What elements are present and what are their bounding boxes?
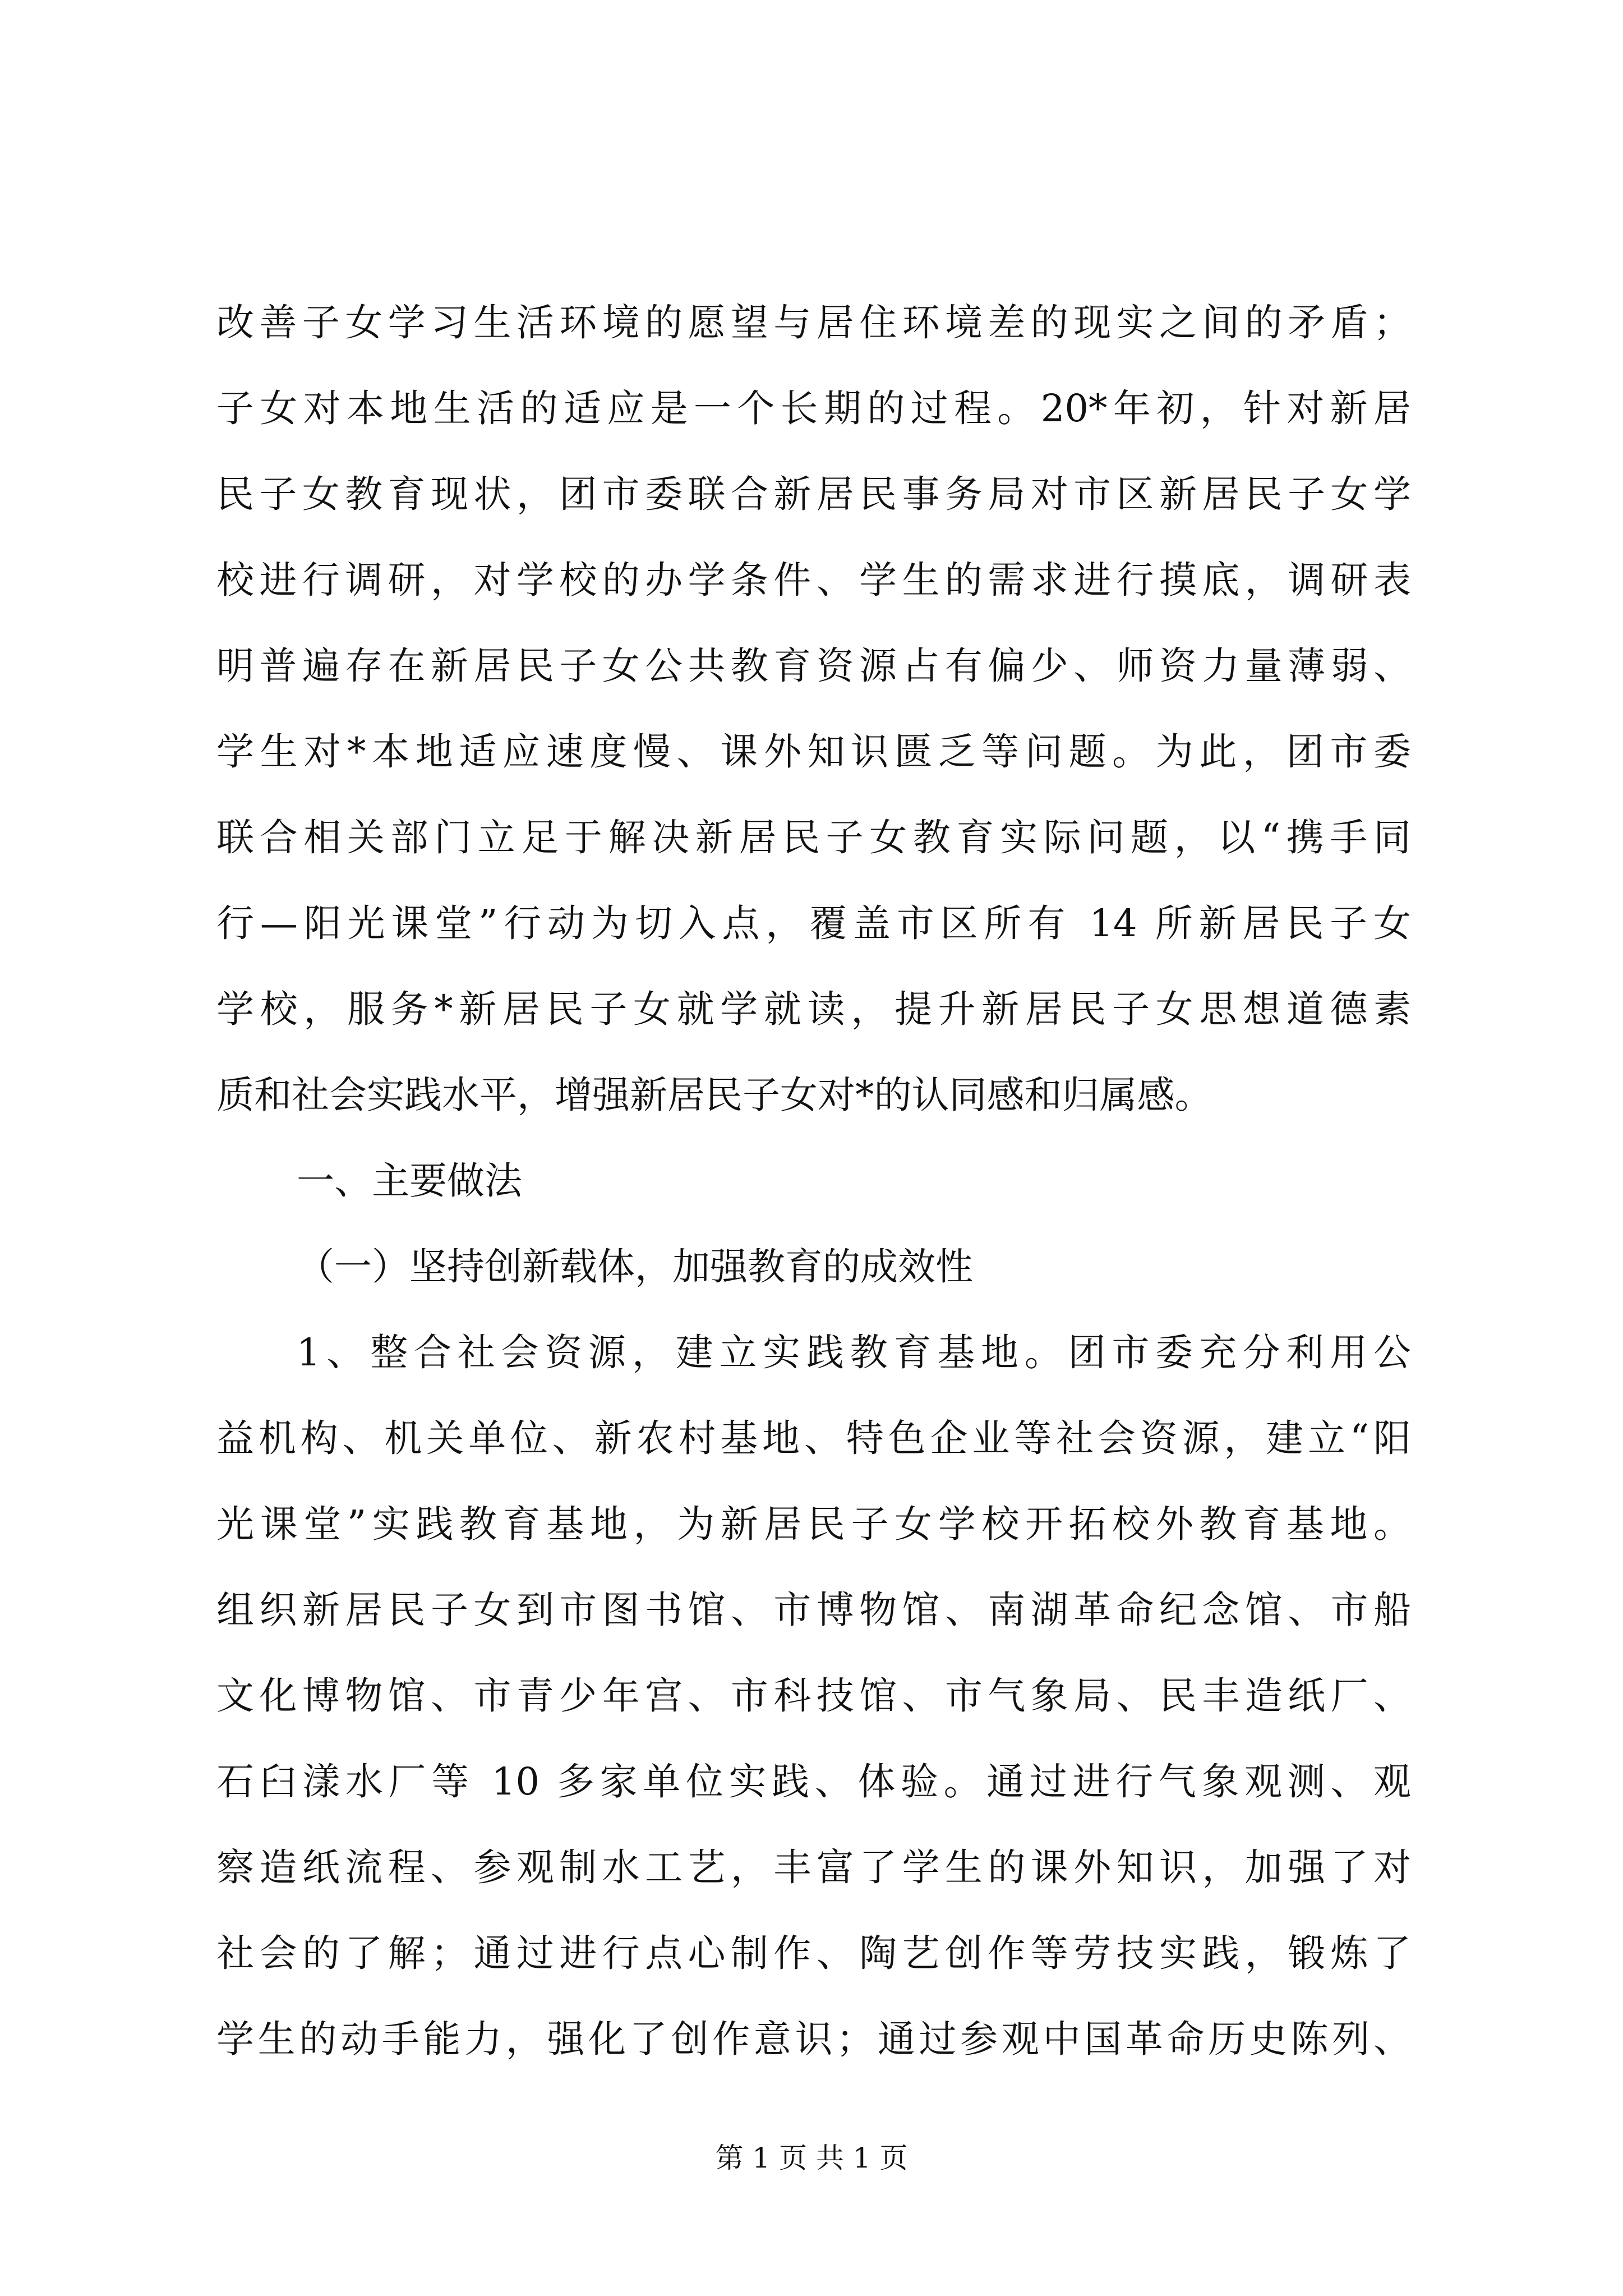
text-line-3: 民子女教育现状，团市委联合新居民事务局对市区新居民子女学: [216, 472, 1411, 516]
text-line-17: 文化博物馆、市青少年宫、市科技馆、市气象局、民丰造纸厂、: [216, 1674, 1411, 1718]
subsection-heading: （一）坚持创新载体，加强教育的成效性: [297, 1245, 973, 1289]
text-line-9: 学校，服务*新居民子女就学就读，提升新居民子女思想道德素: [216, 987, 1411, 1031]
text-line-13: 1、整合社会资源，建立实践教育基地。团市委充分利用公: [297, 1331, 1411, 1374]
text-line-21: 学生的动手能力，强化了创作意识；通过参观中国革命历史陈列、: [216, 2017, 1411, 2061]
text-line-16: 组织新居民子女到市图书馆、市博物馆、南湖革命纪念馆、市船: [216, 1588, 1411, 1632]
text-line-2: 子女对本地生活的适应是一个长期的过程。20*年初，针对新居: [216, 386, 1411, 430]
page-number-footer: 第 1 页 共 1 页: [715, 2142, 908, 2174]
section-heading: 一、主要做法: [297, 1159, 522, 1203]
text-line-1: 改善子女学习生活环境的愿望与居住环境差的现实之间的矛盾；: [216, 301, 1411, 344]
text-line-19: 察造纸流程、参观制水工艺，丰富了学生的课外知识，加强了对: [216, 1846, 1411, 1889]
text-line-14: 益机构、机关单位、新农村基地、特色企业等社会资源，建立“阳: [216, 1416, 1411, 1460]
text-line-7: 联合相关部门立足于解决新居民子女教育实际问题，以“携手同: [216, 816, 1411, 859]
text-line-8: 行—阳光课堂”行动为切入点，覆盖市区所有 14 所新居民子女: [216, 901, 1411, 945]
text-line-10: 质和社会实践水平，增强新居民子女对*的认同感和归属感。: [216, 1073, 1212, 1117]
text-line-5: 明普遍存在新居民子女公共教育资源占有偏少、师资力量薄弱、: [216, 644, 1411, 688]
text-line-15: 光课堂”实践教育基地，为新居民子女学校开拓校外教育基地。: [216, 1502, 1411, 1546]
text-line-18: 石臼漾水厂等 10 多家单位实践、体验。通过进行气象观测、观: [216, 1760, 1411, 1803]
text-line-20: 社会的了解；通过进行点心制作、陶艺创作等劳技实践，锻炼了: [216, 1931, 1411, 1975]
text-line-6: 学生对*本地适应速度慢、课外知识匮乏等问题。为此，团市委: [216, 730, 1411, 774]
text-line-4: 校进行调研，对学校的办学条件、学生的需求进行摸底，调研表: [216, 558, 1411, 602]
